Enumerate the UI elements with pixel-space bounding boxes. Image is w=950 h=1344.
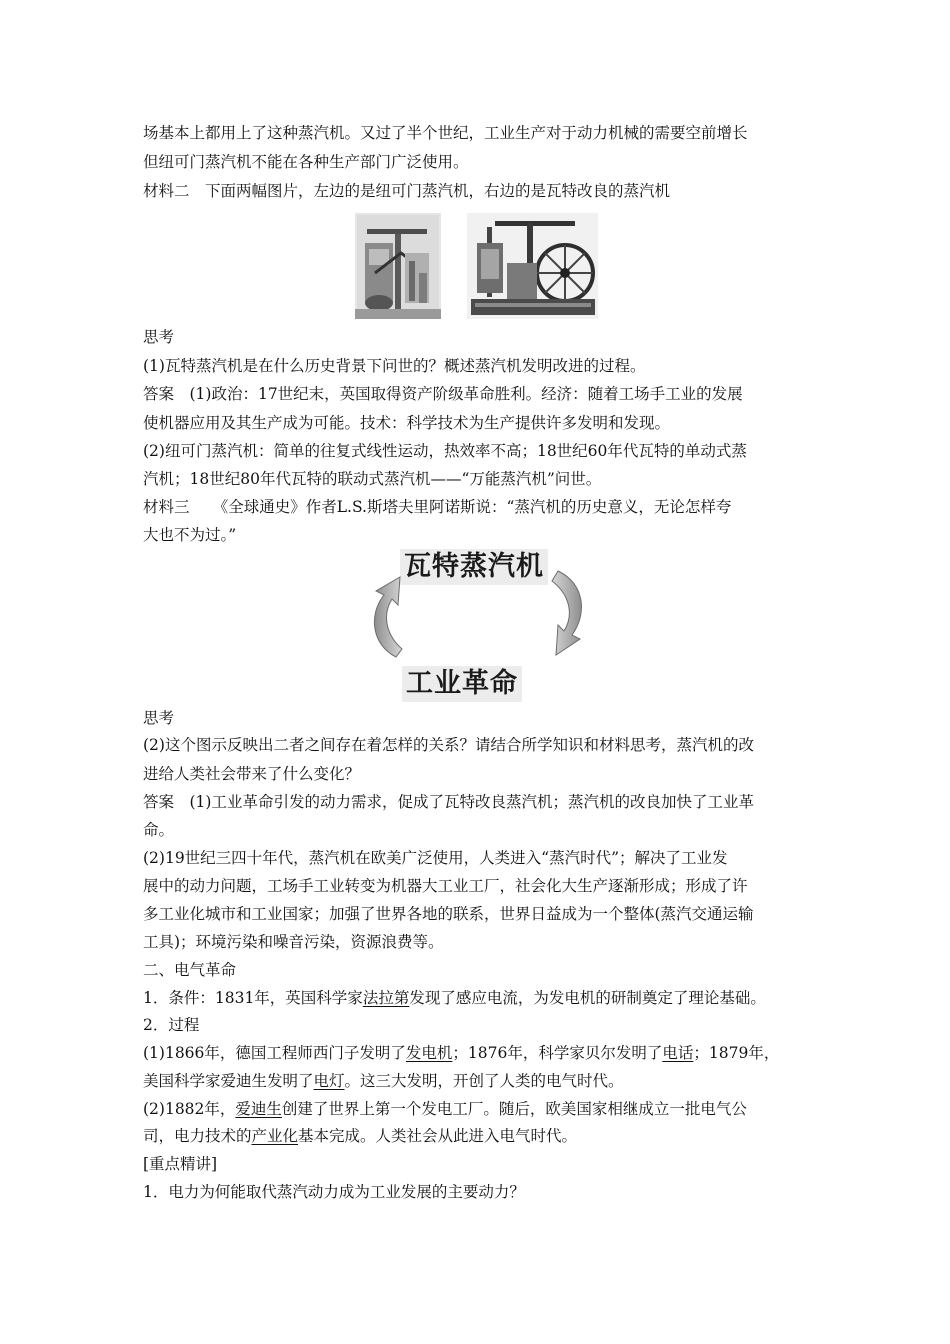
- newcomen-engine-image: [355, 213, 441, 319]
- condition-line: 1．条件：1831年，英国科学家法拉第发现了感应电流，为发电机的研制奠定了理论基础。: [143, 989, 766, 1007]
- key-points-heading: [重点精讲]: [143, 1155, 218, 1173]
- underlined-term: 法拉第: [362, 989, 410, 1007]
- section-heading: 二、电气革命: [143, 961, 237, 979]
- process-line: (1)1866年，德国工程师西门子发明了发电机；1876年，科学家贝尔发明了电话；1879年，: [143, 1044, 780, 1062]
- answer-line: 答案 (1)工业革命引发的动力需求，促成了瓦特改良蒸汽机；蒸汽机的改良加快了工业革: [143, 793, 754, 811]
- right-cycle-arrow: [552, 571, 581, 655]
- answer-line: (2)纽可门蒸汽机：简单的往复式线性运动，热效率不高；18世纪60年代瓦特的单动式蒸: [143, 442, 747, 460]
- process-line: (2)1882年，爱迪生创建了世界上第一个发电工厂。随后，欧美国家相继成立一批电气公: [143, 1100, 747, 1118]
- underlined-term: 电灯: [313, 1072, 345, 1090]
- think-label: 思考: [143, 709, 175, 727]
- text-line: 场基本上都用上了这种蒸汽机。又过了半个世纪，工业生产对于动力机械的需要空前增长: [143, 124, 748, 142]
- answer-line: 工具)；环境污染和噪音污染，资源浪费等。: [143, 933, 444, 951]
- text-line: 但纽可门蒸汽机不能在各种生产部门广泛使用。: [143, 153, 469, 171]
- question-2: (2)这个图示反映出二者之间存在着怎样的关系？请结合所学知识和材料思考，蒸汽机的改: [143, 736, 754, 754]
- underlined-term: 发电机: [405, 1044, 453, 1062]
- key-point-question: 1．电力为何能取代蒸汽动力成为工业发展的主要动力？: [143, 1183, 525, 1201]
- watt-engine-image: [467, 213, 598, 319]
- text-line: 大也不为过。”: [143, 526, 237, 544]
- answer-line: 汽机；18世纪80年代瓦特的联动式蒸汽机——“万能蒸汽机”问世。: [143, 470, 602, 488]
- answer-line: 使机器应用及其生产成为可能。技术：科学技术为生产提供许多发明和发现。: [143, 414, 671, 432]
- answer-line: 多工业化城市和工业国家；加强了世界各地的联系，世界日益成为一个整体(蒸汽交通运输: [143, 905, 754, 923]
- cycle-arrows-diagram: [362, 565, 592, 665]
- process-line: 司，电力技术的产业化基本完成。人类社会从此进入电气时代。: [143, 1127, 578, 1145]
- material-two-heading: 材料二 下面两幅图片，左边的是纽可门蒸汽机，右边的是瓦特改良的蒸汽机: [143, 182, 671, 200]
- material-three-heading: 材料三 《全球通史》作者L.S.斯塔夫里阿诺斯说：“蒸汽机的历史意义，无论怎样夸: [143, 498, 732, 516]
- underlined-term: 产业化: [251, 1127, 299, 1145]
- answer-line: 答案 (1)政治：17世纪末，英国取得资产阶级革命胜利。经济：随着工场手工业的发展: [143, 385, 743, 403]
- question-1: (1)瓦特蒸汽机是在什么历史背景下问世的？概述蒸汽机发明改进的过程。: [143, 357, 646, 375]
- underlined-term: 电话: [662, 1044, 694, 1062]
- process-heading: 2．过程: [143, 1016, 200, 1034]
- underlined-term: 爱迪生: [235, 1100, 282, 1118]
- diagram-label-industrial-revolution: 工业革命: [402, 666, 522, 702]
- answer-line: 命。: [143, 821, 175, 839]
- process-line: 美国科学家爱迪生发明了电灯。这三大发明，开创了人类的电气时代。: [143, 1072, 624, 1090]
- question-2: 进给人类社会带来了什么变化？: [143, 765, 361, 783]
- diagram-label-watt-engine: 瓦特蒸汽机: [400, 549, 548, 585]
- left-cycle-arrow: [374, 577, 402, 657]
- answer-line: (2)19世纪三四十年代，蒸汽机在欧美广泛使用，人类进入“蒸汽时代”；解决了工业发: [143, 849, 728, 867]
- answer-line: 展中的动力问题，工场手工业转变为机器大工业工厂，社会化大生产逐渐形成；形成了许: [143, 877, 748, 895]
- think-label: 思考: [143, 328, 175, 346]
